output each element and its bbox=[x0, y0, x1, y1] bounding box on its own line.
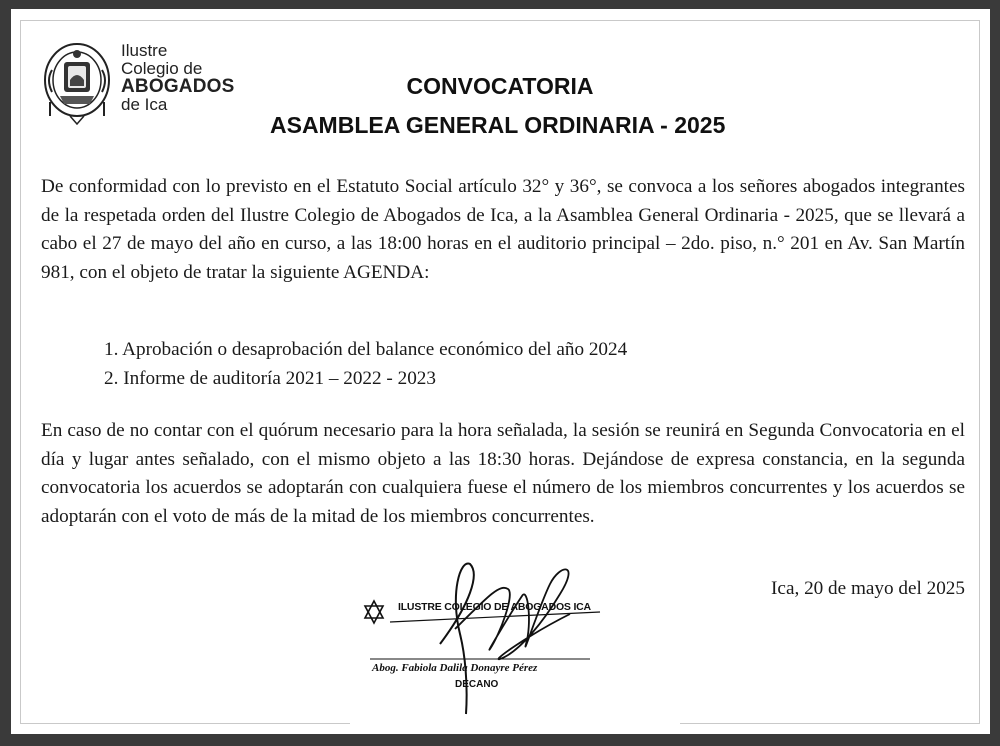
official-seal: ILUSTRE COLEGIO DE ABOGADOS ICA bbox=[398, 601, 591, 613]
agenda-item: 2. Informe de auditoría 2021 – 2022 - 2023 bbox=[104, 367, 436, 389]
paragraph-intro: De conformidad con lo previsto en el Estatuto Social artículo 32° y 36°, se convoca a los señores abogados integrantes de la respetada orden del Ilustre Colegio de Abogados de Ica, a la Asamblea General Ordinaria - 2025, que se llevará a cabo el 27 de mayo del año en curso, a las 18:00 horas en el auditorio principal – 2do. piso, n.° 201 en Av. San Martín 981, con el objeto de tratar la siguiente AGENDA: bbox=[41, 176, 965, 283]
logo-line-1: Ilustre bbox=[121, 41, 168, 60]
paragraph-quorum: En caso de no contar con el quórum necesario para la hora señalada, la sesión se reunirá en Segunda Convocatoria en el día y lugar antes señalado, con el mismo objeto a las 18:30 horas. Dejándose de expresa constancia, en la segunda convocatoria los acuerdos se adoptarán con cualquiera fuese el número de los miembros concurrentes y los acuerdos se adoptarán con el voto de más de la mitad de los miembros concurrentes. bbox=[41, 420, 965, 527]
document-date: Ica, 20 de mayo del 2025 bbox=[771, 578, 965, 599]
signature-block bbox=[350, 534, 680, 724]
signature-icon bbox=[350, 534, 680, 724]
document-subtitle: ASAMBLEA GENERAL ORDINARIA - 2025 bbox=[270, 112, 726, 138]
signatory-position: DECANO bbox=[455, 679, 499, 690]
logo-line-3: ABOGADOS bbox=[121, 76, 235, 97]
agenda-item: 1. Aprobación o desaprobación del balance económico del año 2024 bbox=[104, 339, 628, 360]
logo-line-2: Colegio de bbox=[121, 59, 203, 78]
document-title: CONVOCATORIA bbox=[406, 73, 594, 99]
agenda-list bbox=[104, 336, 627, 393]
logo-line-4: de Ica bbox=[121, 95, 168, 114]
signatory-name: Abog. Fabiola Dalila Donayre Pérez bbox=[372, 662, 538, 674]
